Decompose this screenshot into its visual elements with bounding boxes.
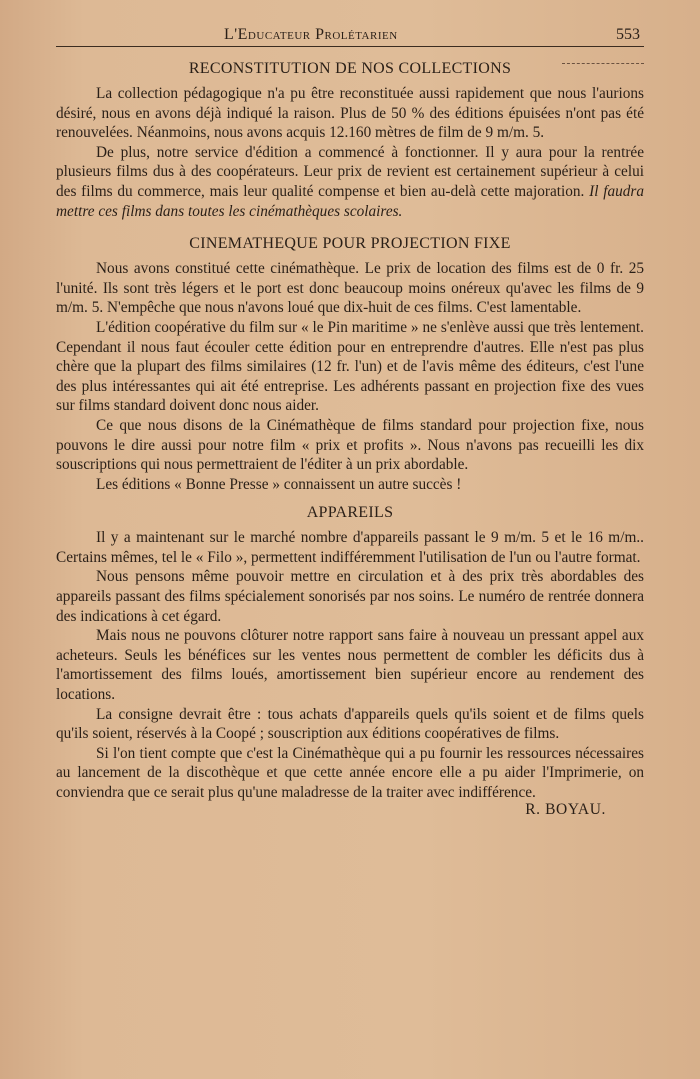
paragraph: L'édition coopérative du film sur « le Pin maritime » ne s'enlève aussi que très lentement. Cependant il nous faut écouler cette édition pour en entreprendre d'autres. Elle n'est pas plus chère que la plupart des films similaires (12 fr. l'un) et de l'avis même des éditeurs, c'est l'une des plus intéressantes qui ait été entreprise. Les adhérents passant en projection fixe des vues sur films standard doivent donc nous aider.: [56, 318, 644, 415]
section-appareils: [56, 504, 644, 802]
author-signature: R. BOYAU.: [525, 800, 606, 818]
section-collections: [56, 60, 644, 221]
emphasis-text: Il faudra mettre ces films dans toutes les cinémathèques scolaires.: [56, 182, 645, 220]
paragraph: La collection pédagogique n'a pu être reconstituée aussi rapidement que nous l'aurions désiré, nous en avons déjà indiqué la raison. Plus de 50 % des éditions épuisées n'ont pas été renouvelées. Néanmoins, nous avons acquis 12.160 mètres de film de 9 m/m. 5.: [56, 85, 644, 142]
section-heading: APPAREILS: [306, 504, 394, 522]
paragraph: Mais nous ne pouvons clôturer notre rapport sans faire à nouveau un pressant appel aux acheteurs. Seuls les bénéfices sur les ventes nous permettent de combler les déficits dus à l'amortissement des films loués, amortissement bien supérieur encore au rendement des locations.: [56, 627, 644, 704]
running-header: [56, 14, 644, 47]
paragraph: Les éditions « Bonne Presse » connaissent un autre succès !: [96, 475, 462, 493]
paragraph: Si l'on tient compte que c'est la Cinémathèque qui a pu fournir les ressources nécessaires au lancement de la discothèque et que cette année encore elle a pu aider l'Imprimerie, on conviendra que ce serait plus qu'une maladresse de la traiter avec indifférence.: [56, 744, 644, 801]
paragraph: Nous avons constitué cette cinémathèque. Le prix de location des films est de 0 fr. 25 l'unité. Ils sont très légers et le port est donc beaucoup moins onéreux qu'avec les films de 9 m/m. 5. N'empêche que nous n'avons loué que dix-huit de ces films. C'est lamentable.: [56, 260, 644, 317]
paragraph-text: De plus, notre service d'édition a commencé à fonctionner. Il y aura pour la rentrée plusieurs films dus à des coopérateurs. Leur prix de revient est certainement supérieur à celui des films du commerce, mais leur qualité compense et bien au-delà cette majoration.: [56, 143, 644, 200]
journal-title: L'Educateur Prolétarien: [224, 26, 398, 43]
paragraph: Nous pensons même pouvoir mettre en circulation et à des prix très abordables des appareils passant des films spécialement sonorisés par nos soins. Le numéro de rentrée donnera des indications à cet égard.: [56, 568, 644, 625]
paragraph: [56, 143, 644, 221]
paragraph: Il y a maintenant sur le marché nombre d'appareils passant le 9 m/m. 5 et le 16 m/m.. Certains mêmes, tel le « Filo », permettent indifféremment l'utilisation de l'un ou l'autre format.: [56, 529, 644, 566]
section-heading: CINEMATHEQUE POUR PROJECTION FIXE: [189, 235, 511, 253]
section-heading: RECONSTITUTION DE NOS COLLECTIONS: [188, 60, 512, 77]
paragraph: La consigne devrait être : tous achats d'appareils quels qu'ils soient et de films quels qu'ils soient, réservés à la Coopé ; souscription aux éditions coopératives de films.: [56, 705, 644, 743]
paragraph: Ce que nous disons de la Cinémathèque de films standard pour projection fixe, nous pouvons le dire aussi pour notre film « prix et profits ». Nous n'avons pas recueilli les dix souscriptions qui nous permettraient de l'éditer à un prix abordable.: [56, 416, 644, 474]
page-number: 553: [616, 26, 640, 43]
section-cinematheque: [56, 235, 644, 494]
